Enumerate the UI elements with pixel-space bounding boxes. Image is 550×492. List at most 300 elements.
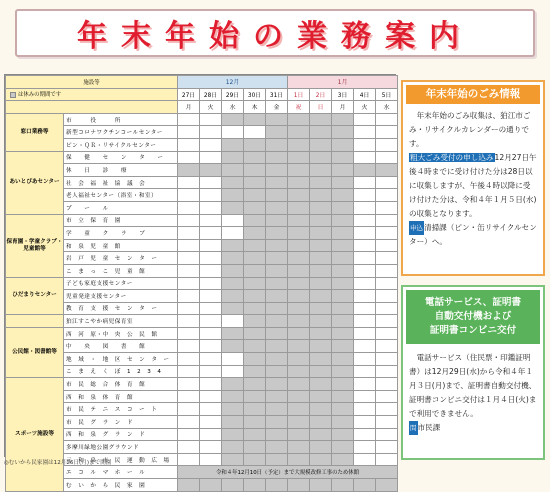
- schedule-cell: [288, 227, 310, 240]
- cert-service-body: [403, 347, 543, 435]
- schedule-cell: [266, 138, 288, 151]
- facility-name: 狛江すこやか病児保育室: [64, 315, 178, 328]
- schedule-cell: [200, 416, 222, 429]
- schedule-cell: [266, 239, 288, 252]
- schedule-cell: [178, 164, 200, 177]
- schedule-cell: [354, 390, 376, 403]
- schedule-cell: [310, 378, 332, 391]
- schedule-cell: [332, 164, 354, 177]
- schedule-cell: [376, 252, 398, 265]
- schedule-cell: [178, 227, 200, 240]
- schedule-cell: [376, 353, 398, 366]
- schedule-cell: [288, 390, 310, 403]
- schedule-cell: [354, 126, 376, 139]
- schedule-cell: [376, 227, 398, 240]
- schedule-cell: [354, 441, 376, 454]
- schedule-cell: [244, 302, 266, 315]
- schedule-cell: [354, 252, 376, 265]
- cert-contact-tag: 問: [409, 421, 418, 435]
- table-row: [6, 390, 398, 403]
- schedule-cell: [178, 189, 200, 202]
- schedule-cell: [376, 189, 398, 202]
- schedule-cell: [354, 327, 376, 340]
- schedule-cell: [310, 214, 332, 227]
- facility-name: む い か ら 民 家 園: [64, 479, 178, 492]
- schedule-cell: [178, 252, 200, 265]
- table-row: [6, 353, 398, 366]
- schedule-cell: [266, 365, 288, 378]
- schedule-cell: [178, 126, 200, 139]
- schedule-cell: [310, 327, 332, 340]
- schedule-cell: [310, 277, 332, 290]
- day-cell: 27日: [178, 88, 200, 101]
- schedule-cell: [310, 176, 332, 189]
- category-cell: 保育園・学童クラブ・児童館等: [6, 214, 64, 277]
- schedule-cell: [332, 428, 354, 441]
- schedule-cell: [244, 479, 266, 492]
- garbage-info-detail: 12月27日午後４時までに受け付けた分は28日以に収集しますが、午後４時以降に受け付けた分は、令和４年１月５日(水)の収集となります。: [409, 153, 537, 218]
- schedule-cell: [244, 416, 266, 429]
- schedule-cell: [376, 239, 398, 252]
- schedule-cell: [332, 264, 354, 277]
- schedule-cell: [376, 403, 398, 416]
- facility-name: 市 立 保 育 園: [64, 214, 178, 227]
- cert-service-title: [406, 290, 540, 344]
- schedule-cell: [200, 113, 222, 126]
- schedule-cell: [200, 403, 222, 416]
- schedule-cell: [266, 290, 288, 303]
- table-row: [6, 239, 398, 252]
- schedule-cell: [244, 239, 266, 252]
- month-jan: 1月: [288, 76, 398, 89]
- schedule-cell: [376, 138, 398, 151]
- cert-service-box: [401, 285, 545, 460]
- schedule-cell: [288, 214, 310, 227]
- schedule-cell: [244, 201, 266, 214]
- schedule-cell: [244, 126, 266, 139]
- garbage-info-title: 年末年始のごみ情報: [406, 85, 540, 104]
- schedule-cell: [354, 176, 376, 189]
- schedule-cell: [288, 239, 310, 252]
- schedule-cell: [222, 479, 244, 492]
- schedule-cell: [178, 353, 200, 366]
- schedule-cell: [354, 378, 376, 391]
- schedule-cell: [332, 252, 354, 265]
- schedule-cell: [222, 227, 244, 240]
- month-dec: 12月: [178, 76, 288, 89]
- schedule-cell: [376, 441, 398, 454]
- table-row: [6, 126, 398, 139]
- schedule-cell: [178, 403, 200, 416]
- table-row: [6, 176, 398, 189]
- facility-name: 市 民 テ ニ ス コ ー ト: [64, 403, 178, 416]
- schedule-cell: [354, 264, 376, 277]
- schedule-cell: [376, 164, 398, 177]
- facility-name: こ ま え く ぼ 1 2 3 4: [64, 365, 178, 378]
- day-cell: 29日: [222, 88, 244, 101]
- schedule-cell: [200, 264, 222, 277]
- schedule-cell: [266, 403, 288, 416]
- schedule-cell: [222, 189, 244, 202]
- table-row: [6, 227, 398, 240]
- schedule-cell: [376, 113, 398, 126]
- schedule-cell: [332, 277, 354, 290]
- schedule-cell: [222, 164, 244, 177]
- schedule-cell: [376, 378, 398, 391]
- schedule-cell: [266, 479, 288, 492]
- schedule-cell: [178, 428, 200, 441]
- schedule-cell: [200, 428, 222, 441]
- schedule-cell: [266, 428, 288, 441]
- day-cell: 4日: [354, 88, 376, 101]
- schedule-cell: [354, 277, 376, 290]
- schedule-cell: [244, 340, 266, 353]
- schedule-cell: [266, 264, 288, 277]
- schedule-cell: [354, 353, 376, 366]
- schedule-cell: [178, 365, 200, 378]
- schedule-cell: [222, 340, 244, 353]
- schedule-cell: [266, 302, 288, 315]
- schedule-cell: [354, 403, 376, 416]
- schedule-cell: [354, 365, 376, 378]
- schedule-cell: [376, 214, 398, 227]
- table-row: [6, 201, 398, 214]
- facility-name: 新型コロナワクチンコールセンター: [64, 126, 178, 139]
- schedule-cell: [310, 239, 332, 252]
- schedule-cell: [310, 479, 332, 492]
- schedule-cell: [200, 239, 222, 252]
- table-row: [6, 441, 398, 454]
- schedule-cell: [178, 176, 200, 189]
- facility-name: 子ども家庭支援センター: [64, 277, 178, 290]
- schedule-cell: [354, 428, 376, 441]
- schedule-cell: [288, 151, 310, 164]
- schedule-cell: [310, 403, 332, 416]
- schedule-cell: [222, 416, 244, 429]
- schedule-cell: [354, 315, 376, 328]
- garbage-tag: 粗大ごみ受付の申し込み: [410, 153, 494, 162]
- schedule-cell: [222, 327, 244, 340]
- table-row: [6, 340, 398, 353]
- schedule-cell: [376, 151, 398, 164]
- schedule-cell: [376, 277, 398, 290]
- schedule-cell: [200, 441, 222, 454]
- schedule-cell: [288, 416, 310, 429]
- schedule-cell: [178, 277, 200, 290]
- schedule-cell: [266, 340, 288, 353]
- schedule-cell: [178, 151, 200, 164]
- schedule-cell: [222, 126, 244, 139]
- schedule-cell: [178, 290, 200, 303]
- table-row: [6, 113, 398, 126]
- schedule-cell: [288, 113, 310, 126]
- schedule-cell: [354, 151, 376, 164]
- schedule-cell: [178, 264, 200, 277]
- facility-name: 市 役 所: [64, 113, 178, 126]
- schedule-cell: [376, 428, 398, 441]
- banner: [0, 0, 550, 68]
- schedule-cell: [222, 403, 244, 416]
- schedule-cell: [310, 189, 332, 202]
- schedule-cell: [200, 315, 222, 328]
- garbage-contact: 清掃課（ピン・缶リサイクルセンター）へ。: [409, 223, 537, 246]
- schedule-cell: [244, 151, 266, 164]
- schedule-cell: [178, 201, 200, 214]
- weekday-cell: 火: [354, 101, 376, 114]
- weekday-cell: 金: [266, 101, 288, 114]
- schedule-cell: [354, 189, 376, 202]
- schedule-cell: [332, 365, 354, 378]
- schedule-cell: [244, 290, 266, 303]
- facility-name: 保 健 セ ン タ ー: [64, 151, 178, 164]
- facility-name: 岩 戸 児 童 セ ン タ ー: [64, 252, 178, 265]
- schedule-cell: [178, 239, 200, 252]
- schedule-cell: [266, 227, 288, 240]
- schedule-cell: [332, 239, 354, 252]
- schedule-cell: [266, 189, 288, 202]
- schedule-cell: [222, 214, 244, 227]
- schedule-cell: [266, 353, 288, 366]
- facility-name: エ コ ル マ ホ ー ル: [64, 466, 178, 479]
- schedule-cell: [178, 378, 200, 391]
- schedule-cell: [200, 378, 222, 391]
- schedule-cell: [178, 327, 200, 340]
- schedule-cell: [222, 453, 244, 466]
- schedule-cell: [354, 164, 376, 177]
- schedule-cell: [332, 227, 354, 240]
- facility-name: 中 央 図 書 館: [64, 340, 178, 353]
- facility-name: ピン・ＱＲ・リサイクルセンター: [64, 138, 178, 151]
- schedule-cell: [244, 214, 266, 227]
- schedule-cell: [222, 365, 244, 378]
- cert-title-line: 証明書コンビニ交付: [429, 325, 517, 336]
- schedule-cell: [310, 416, 332, 429]
- schedule-cell: [178, 340, 200, 353]
- schedule-cell: [310, 340, 332, 353]
- cert-contact: 市民課: [417, 423, 441, 432]
- schedule-cell: [376, 315, 398, 328]
- schedule-cell: [288, 428, 310, 441]
- schedule-cell: [376, 176, 398, 189]
- schedule-cell: [354, 113, 376, 126]
- schedule-cell: [266, 113, 288, 126]
- category-cell: 窓口業務等: [6, 113, 64, 151]
- facility-name: 西 河 原・中 央 公 民 館: [64, 327, 178, 340]
- schedule-cell: [376, 290, 398, 303]
- schedule-cell: [310, 138, 332, 151]
- schedule-cell: [332, 378, 354, 391]
- schedule-cell: [222, 176, 244, 189]
- schedule-cell: [266, 201, 288, 214]
- schedule-cell: [376, 453, 398, 466]
- schedule-cell: [310, 252, 332, 265]
- schedule-cell: [288, 189, 310, 202]
- schedule-cell: [332, 453, 354, 466]
- facility-name: 教 育 支 援 セ ン タ ー: [64, 302, 178, 315]
- schedule-cell: [244, 315, 266, 328]
- schedule-cell: [288, 403, 310, 416]
- schedule-cell: [288, 176, 310, 189]
- schedule-cell: [288, 126, 310, 139]
- schedule-cell: [222, 290, 244, 303]
- schedule-cell: [310, 164, 332, 177]
- schedule-cell: [332, 176, 354, 189]
- schedule-cell: [354, 214, 376, 227]
- schedule-cell: [178, 416, 200, 429]
- table-row: [6, 302, 398, 315]
- schedule-cell: [288, 315, 310, 328]
- facility-name: 多摩川緑地公園グラウンド: [64, 441, 178, 454]
- schedule-cell: [200, 327, 222, 340]
- schedule-cell: [244, 189, 266, 202]
- schedule-cell: [200, 302, 222, 315]
- schedule-cell: [288, 264, 310, 277]
- facility-name: 和 泉 児 童 館: [64, 239, 178, 252]
- schedule-cell: [222, 353, 244, 366]
- schedule-cell: [266, 214, 288, 227]
- facility-name: 社 会 福 祉 協 議 会: [64, 176, 178, 189]
- schedule-cell: [244, 227, 266, 240]
- facility-name: 老人福祉センター（浴室・和室）: [64, 189, 178, 202]
- schedule-cell: [266, 378, 288, 391]
- schedule-cell: [332, 416, 354, 429]
- schedule-cell: [200, 365, 222, 378]
- schedule-cell: [310, 264, 332, 277]
- facility-name: 市 民 総 合 体 育 館: [64, 378, 178, 391]
- day-cell: 3日: [332, 88, 354, 101]
- schedule-cell: [354, 290, 376, 303]
- table-row: [6, 151, 398, 164]
- weekday-spacer: [6, 101, 178, 114]
- schedule-cell: [354, 479, 376, 492]
- schedule-cell: [244, 403, 266, 416]
- facility-name: 元 和 泉 市 民 運 動 広 場: [64, 453, 178, 466]
- schedule-cell: [332, 151, 354, 164]
- schedule-cell: [310, 441, 332, 454]
- schedule-cell: [354, 227, 376, 240]
- schedule-cell: [178, 479, 200, 492]
- schedule-cell: [376, 126, 398, 139]
- schedule-cell: [376, 365, 398, 378]
- schedule-cell: [310, 126, 332, 139]
- schedule-cell: [376, 479, 398, 492]
- schedule-cell: [244, 453, 266, 466]
- table-row: [6, 252, 398, 265]
- title-frame: [15, 9, 535, 57]
- schedule-cell: [332, 327, 354, 340]
- schedule-cell: [222, 264, 244, 277]
- weekday-cell: 水: [222, 101, 244, 114]
- table-row: [6, 428, 398, 441]
- facility-name: 地 域 ・ 地 区 セ ン タ ー: [64, 353, 178, 366]
- schedule-cell: [200, 201, 222, 214]
- garbage-contact-tag: 申込: [409, 221, 424, 235]
- schedule-cell: [288, 164, 310, 177]
- schedule-cell: [222, 138, 244, 151]
- day-cell: 28日: [200, 88, 222, 101]
- table-row: [6, 378, 398, 391]
- schedule-cell: [288, 290, 310, 303]
- facility-name: 西 和 泉 グ ラ ン ド: [64, 428, 178, 441]
- facility-name: プ ー ル: [64, 201, 178, 214]
- schedule-cell: [222, 201, 244, 214]
- schedule-cell: [332, 390, 354, 403]
- schedule-cell: [310, 227, 332, 240]
- schedule-cell: [178, 214, 200, 227]
- schedule-cell: [332, 315, 354, 328]
- weekday-cell: 日: [310, 101, 332, 114]
- schedule-cell: [310, 353, 332, 366]
- schedule-cell: [200, 252, 222, 265]
- facility-name: 休 日 診 療: [64, 164, 178, 177]
- schedule-cell: [310, 428, 332, 441]
- schedule-cell: [310, 113, 332, 126]
- schedule-cell: [310, 315, 332, 328]
- schedule-cell: [266, 441, 288, 454]
- schedule-cell: [332, 340, 354, 353]
- schedule-cell: [200, 214, 222, 227]
- schedule-cell: [200, 453, 222, 466]
- table-row: [6, 214, 398, 227]
- schedule-cell: [266, 416, 288, 429]
- schedule-cell: [332, 138, 354, 151]
- schedule-cell: [354, 138, 376, 151]
- schedule-cell: [376, 201, 398, 214]
- schedule-cell: [266, 277, 288, 290]
- schedule-cell: [244, 277, 266, 290]
- closure-note: 令和４年12月10日（予定）まで大規模改修工事のため休館: [178, 466, 398, 479]
- garbage-info-box: [401, 80, 545, 276]
- schedule-cell: [222, 277, 244, 290]
- schedule-cell: [266, 164, 288, 177]
- schedule-cell: [222, 390, 244, 403]
- schedule-cell: [178, 315, 200, 328]
- schedule-cell: [222, 378, 244, 391]
- schedule-cell: [200, 290, 222, 303]
- schedule-cell: [244, 390, 266, 403]
- schedule-cell: [178, 302, 200, 315]
- schedule-cell: [332, 353, 354, 366]
- table-row: [6, 290, 398, 303]
- schedule-cell: [222, 428, 244, 441]
- legend-text: は休みの期間です: [18, 92, 62, 99]
- day-cell: 5日: [376, 88, 398, 101]
- category-cell: 公民館・図書館等: [6, 327, 64, 377]
- legend-cell: [6, 88, 178, 101]
- schedule-cell: [200, 390, 222, 403]
- schedule-cell: [288, 277, 310, 290]
- table-row: [6, 138, 398, 151]
- schedule-cell: [332, 214, 354, 227]
- schedule-cell: [332, 403, 354, 416]
- schedule-cell: [222, 113, 244, 126]
- schedule-cell: [222, 151, 244, 164]
- schedule-cell: [222, 441, 244, 454]
- schedule-cell: [244, 428, 266, 441]
- cert-title-line: 自動交付機および: [434, 311, 512, 322]
- schedule-cell: [266, 453, 288, 466]
- schedule-cell: [244, 113, 266, 126]
- schedule-cell: [222, 302, 244, 315]
- schedule-cell: [178, 441, 200, 454]
- schedule-cell: [310, 290, 332, 303]
- garbage-info-body: [403, 107, 543, 249]
- schedule-cell: [310, 453, 332, 466]
- schedule-cell: [244, 365, 266, 378]
- table-row: [6, 277, 398, 290]
- day-cell: 31日: [266, 88, 288, 101]
- schedule-table: [5, 75, 398, 492]
